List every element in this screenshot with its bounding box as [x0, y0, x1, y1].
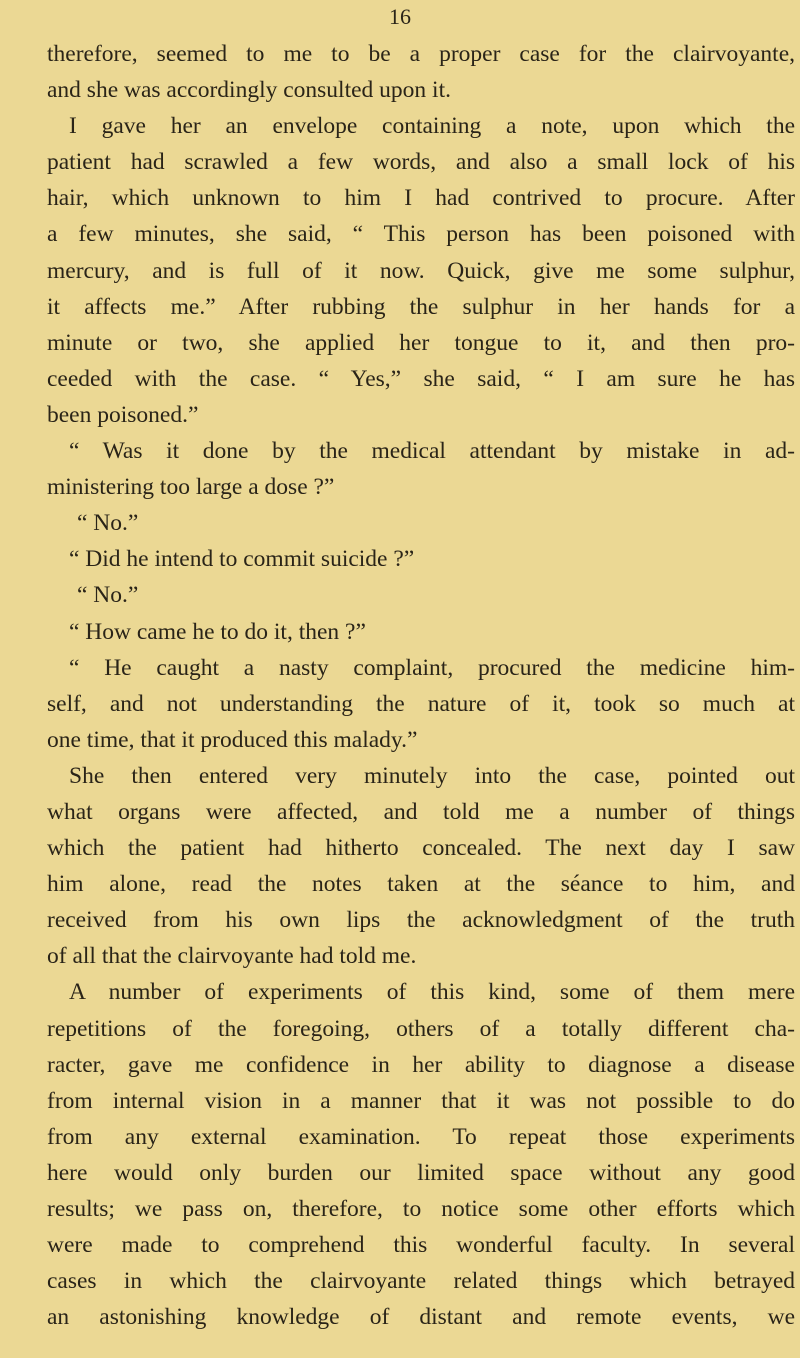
text-line: results; we pass on, therefore, to notice some other efforts which — [47, 1196, 795, 1222]
text-line: it affects me.” After rubbing the sulphur in her hands for a — [47, 293, 795, 320]
page-number: 16 — [389, 4, 411, 29]
text-line: one time, that it produced this malady.” — [47, 726, 418, 753]
text-line: repetitions of the foregoing, others of a totally different cha- — [47, 1015, 795, 1042]
text-line: racter, gave me confidence in her ability to diagnose a disease — [47, 1051, 795, 1078]
text-line: been poisoned.” — [47, 401, 199, 428]
text-line: “ He caught a nasty complaint, procured the medicine him- — [69, 654, 795, 681]
text-line: from internal vision in a manner that it was not possible to do — [47, 1087, 795, 1114]
text-line: what organs were affected, and told me a number of things — [47, 798, 795, 825]
text-line: “ Was it done by the medical attendant by mistake in ad- — [69, 438, 795, 465]
text-line: minute or two, she applied her tongue to it, and then pro- — [47, 329, 795, 356]
text-line: ceeded with the case. “ Yes,” she said, “ I am sure he has — [47, 365, 795, 392]
text-line: a few minutes, she said, “ This person has been poisoned with — [47, 221, 795, 248]
text-line: mercury, and is full of it now. Quick, give me some sulphur, — [47, 257, 795, 284]
text-line: which the patient had hitherto concealed. The next day I saw — [47, 835, 795, 862]
text-line: ministering too large a dose ?” — [47, 474, 335, 501]
text-line: A number of experiments of this kind, some of them mere — [69, 979, 795, 1006]
text-line: “ How came he to do it, then ?” — [69, 618, 366, 645]
text-line: She then entered very minutely into the case, pointed out — [69, 762, 795, 789]
text-line: therefore, seemed to me to be a proper case for the clairvoyante, — [47, 41, 795, 67]
text-line: of all that the clairvoyante had told me. — [47, 943, 417, 970]
text-line: I gave her an envelope containing a note, upon which the — [69, 113, 795, 140]
text-line: “ No.” — [77, 582, 139, 609]
text-line: self, and not understanding the nature of it, took so much at — [47, 690, 795, 717]
text-line: cases in which the clairvoyante related things which betrayed — [47, 1268, 795, 1295]
text-line: and she was accordingly consulted upon it. — [47, 77, 451, 104]
text-line: were made to comprehend this wonderful faculty. In several — [47, 1232, 795, 1259]
text-line: “ Did he intend to commit suicide ?” — [69, 546, 415, 573]
text-line: hair, which unknown to him I had contrived to procure. After — [47, 185, 795, 212]
text-line: here would only burden our limited space without any good — [47, 1159, 795, 1186]
text-line: “ No.” — [77, 510, 139, 537]
body-text — [47, 36, 795, 1335]
text-line: him alone, read the notes taken at the séance to him, and — [47, 871, 795, 898]
text-line: patient had scrawled a few words, and also a small lock of his — [47, 149, 795, 176]
text-line: from any external examination. To repeat those experiments — [47, 1123, 795, 1150]
text-line: received from his own lips the acknowledgment of the truth — [47, 907, 795, 934]
text-line: an astonishing knowledge of distant and remote events, we — [47, 1304, 795, 1331]
